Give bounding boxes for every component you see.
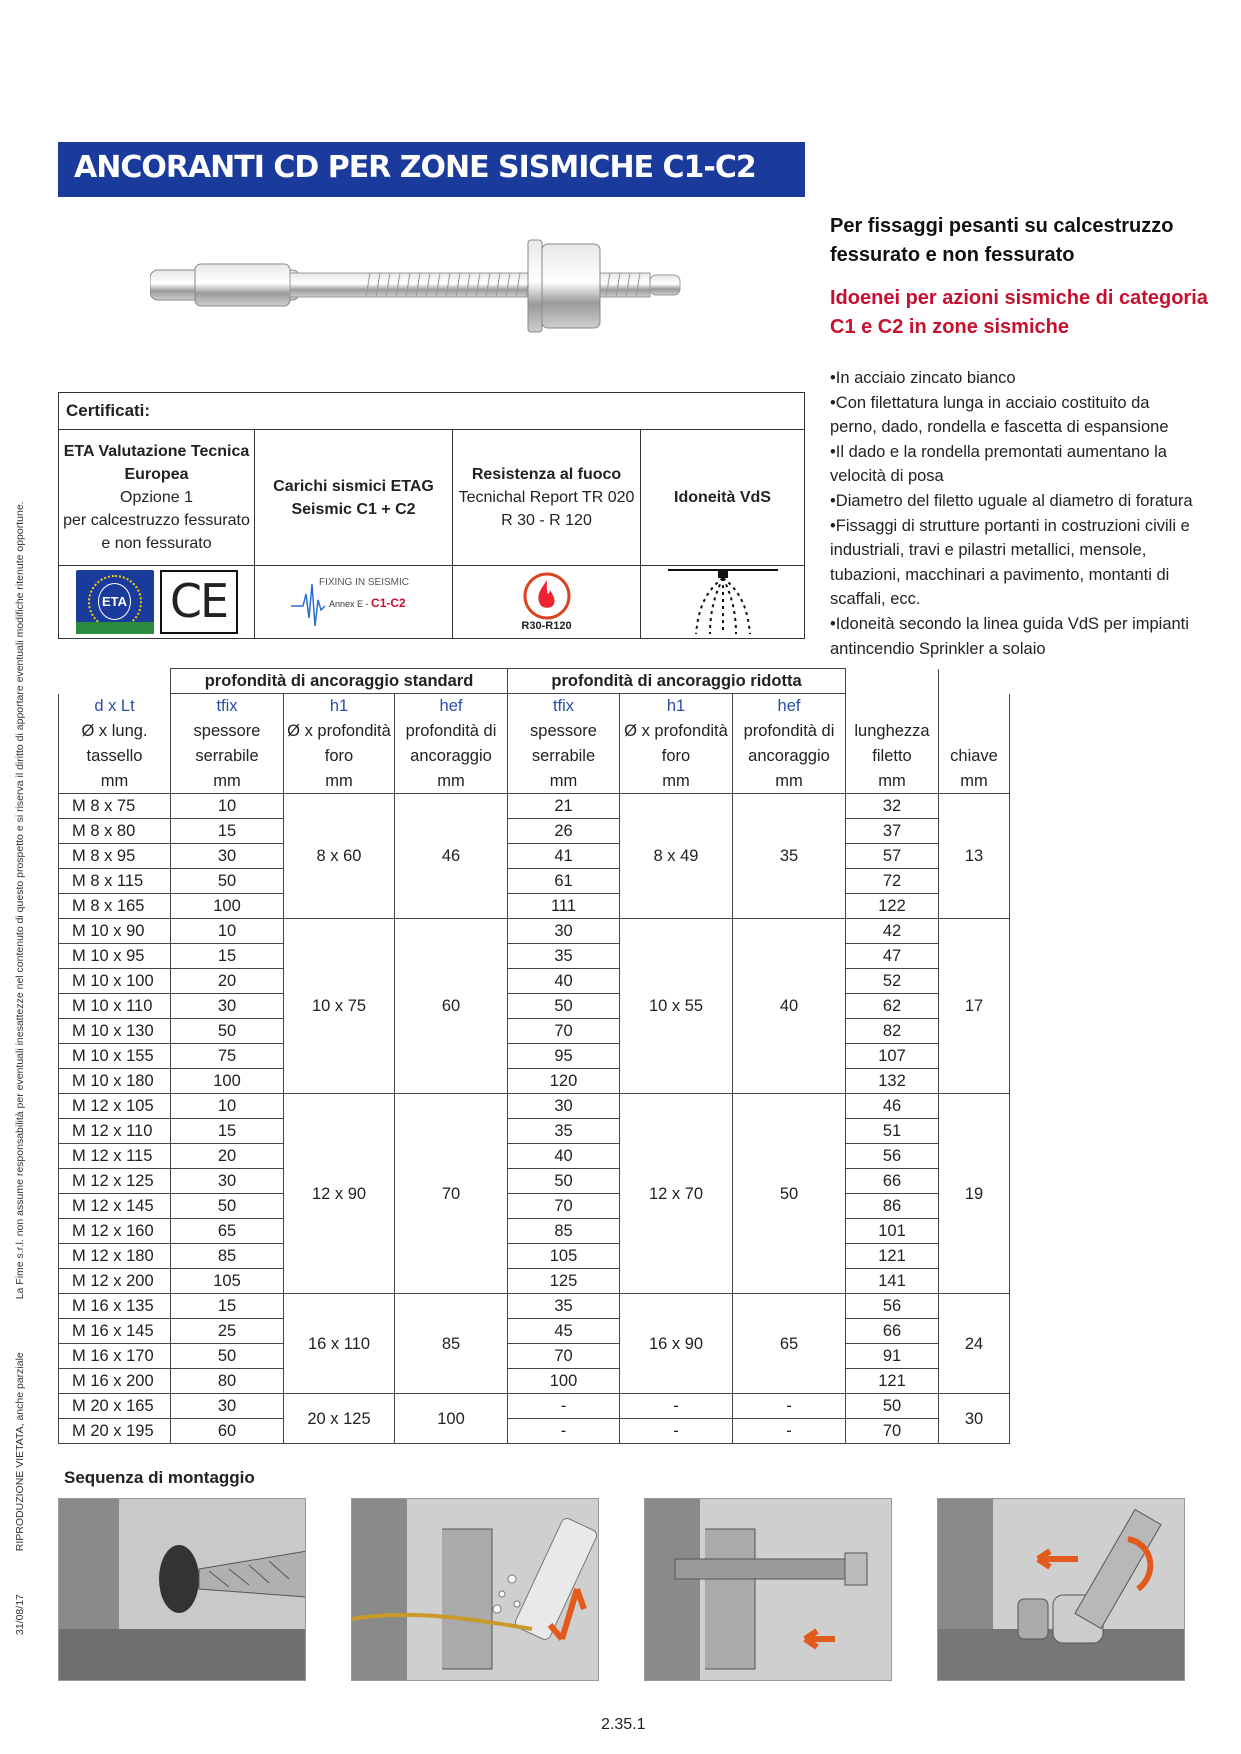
cell-length: 86 — [846, 1194, 939, 1219]
table-row — [59, 1344, 1010, 1369]
seismic-logo-line1: FIXING IN SEISMIC — [319, 577, 410, 588]
cell-tfix-std: 30 — [171, 994, 284, 1019]
table-row — [59, 819, 1010, 844]
cell-hef-std: 85 — [395, 1294, 508, 1394]
cell-tfix-std: 50 — [171, 1019, 284, 1044]
cell-tfix-std: 75 — [171, 1044, 284, 1069]
cell-h1-red: 12 x 70 — [620, 1094, 733, 1294]
cell-size: M 10 x 90 — [59, 919, 171, 944]
cell-length: 101 — [846, 1219, 939, 1244]
cell-tfix-red: 50 — [508, 994, 620, 1019]
cell-size: M 10 x 100 — [59, 969, 171, 994]
cell-size: M 8 x 75 — [59, 794, 171, 819]
header-length: mm — [846, 769, 939, 794]
cert-eta-title: ETA Valutazione Tecnica Europea — [63, 443, 250, 483]
cell-length: 46 — [846, 1094, 939, 1119]
table-row — [59, 1019, 1010, 1044]
header-dxlt: tassello — [59, 744, 171, 769]
cert-seismic — [255, 430, 453, 638]
title-bar — [58, 142, 805, 197]
cell-size: M 12 x 180 — [59, 1244, 171, 1269]
cell-size: M 12 x 160 — [59, 1219, 171, 1244]
cell-tfix-red: 125 — [508, 1269, 620, 1294]
side-note — [14, 445, 38, 1635]
header-h1-std: h1 — [284, 694, 395, 719]
header-hef-red: hef — [733, 694, 846, 719]
feature-list — [830, 366, 1200, 661]
cert-eta — [59, 430, 255, 638]
eta-logo-text: ETA — [98, 583, 131, 620]
cell-length: 91 — [846, 1344, 939, 1369]
seismic-logo-line2: Annex E - — [329, 599, 372, 609]
cert-vds-title: Idoneità VdS — [674, 489, 771, 506]
cell-tfix-red: 30 — [508, 919, 620, 944]
cell-tfix-red: 120 — [508, 1069, 620, 1094]
cell-length: 122 — [846, 894, 939, 919]
cell-size: M 12 x 145 — [59, 1194, 171, 1219]
cell-h1-std: 12 x 90 — [284, 1094, 395, 1294]
cell-length: 37 — [846, 819, 939, 844]
cell-size: M 12 x 115 — [59, 1144, 171, 1169]
cell-tfix-std: 10 — [171, 919, 284, 944]
feature-item: • Fissaggi di strutture portanti in costruzioni civili e industriali, travi e pilastri metallici, mensole, tubazioni, macchinari a pavimento, montanti di scaffali, ecc. — [830, 514, 1200, 612]
header-row — [59, 744, 1010, 769]
table-row — [59, 1069, 1010, 1094]
cell-tfix-std: 10 — [171, 794, 284, 819]
header-hef-std: hef — [395, 694, 508, 719]
table-row — [59, 1244, 1010, 1269]
header-dxlt: d x Lt — [59, 694, 171, 719]
header-row — [59, 719, 1010, 744]
cell-tfix-red: 45 — [508, 1319, 620, 1344]
cell-length: 107 — [846, 1044, 939, 1069]
cell-tfix-std: 15 — [171, 944, 284, 969]
cell-h1-std: 10 x 75 — [284, 919, 395, 1094]
cell-size: M 16 x 170 — [59, 1344, 171, 1369]
header-length: filetto — [846, 744, 939, 769]
seismic-logo-line3: C1-C2 — [371, 596, 406, 610]
table-row — [59, 1094, 1010, 1119]
cell-length: 121 — [846, 1244, 939, 1269]
cell-size: M 10 x 155 — [59, 1044, 171, 1069]
table-row — [59, 944, 1010, 969]
group-reduced-header: profondità di ancoraggio ridotta — [508, 669, 846, 694]
side-note-disclaimer: La Fime s.r.l. non assume responsabilità per eventuali inesattezze nel contenuto di questo prospetto e si riserva il diritto di apportare eventuali modifiche ritenute opportune. — [14, 501, 26, 1300]
side-note-date: 31/08/17 — [14, 1594, 26, 1635]
cell-tfix-std: 15 — [171, 1294, 284, 1319]
cert-vds — [641, 430, 804, 638]
cell-key: 17 — [939, 919, 1010, 1094]
cell-size: M 10 x 180 — [59, 1069, 171, 1094]
header-h1-red: Ø x profondità — [620, 719, 733, 744]
cell-h1-std: 20 x 125 — [284, 1394, 395, 1444]
feature-item: • Il dado e la rondella premontati aumentano la velocità di posa — [830, 440, 1200, 489]
feature-item: • Idoneità secondo la linea guida VdS per impianti antincendio Sprinkler a solaio — [830, 612, 1200, 661]
table-row — [59, 1369, 1010, 1394]
cell-length: 42 — [846, 919, 939, 944]
cert-fire-line2: R 30 - R 120 — [501, 512, 592, 529]
cell-length: 66 — [846, 1319, 939, 1344]
table-row — [59, 919, 1010, 944]
cell-size: M 8 x 80 — [59, 819, 171, 844]
header-h1-std: Ø x profondità — [284, 719, 395, 744]
cell-size: M 10 x 110 — [59, 994, 171, 1019]
header-h1-red: mm — [620, 769, 733, 794]
fire-icon — [522, 572, 572, 620]
cell-length: 62 — [846, 994, 939, 1019]
table-row — [59, 794, 1010, 819]
cell-tfix-std: 25 — [171, 1319, 284, 1344]
cell-length: 52 — [846, 969, 939, 994]
cell-size: M 16 x 135 — [59, 1294, 171, 1319]
cell-length: 141 — [846, 1269, 939, 1294]
header-hef-red: mm — [733, 769, 846, 794]
header-key — [939, 719, 1010, 744]
cell-size: M 16 x 200 — [59, 1369, 171, 1394]
table-row — [59, 1294, 1010, 1319]
cell-key: 13 — [939, 794, 1010, 919]
cell-size: M 8 x 95 — [59, 844, 171, 869]
cell-length: 57 — [846, 844, 939, 869]
cert-seismic-title: Carichi sismici ETAG Seismic C1 + C2 — [273, 477, 434, 518]
table-row — [59, 1219, 1010, 1244]
cell-size: M 10 x 95 — [59, 944, 171, 969]
feature-item: • Diametro del filetto uguale al diametro di foratura — [830, 489, 1200, 514]
header-tfix-std: mm — [171, 769, 284, 794]
header-hef-red: ancoraggio — [733, 744, 846, 769]
header-dxlt: mm — [59, 769, 171, 794]
header-length: lunghezza — [846, 719, 939, 744]
cell-length: 56 — [846, 1294, 939, 1319]
step-tighten-image — [937, 1498, 1185, 1681]
cell-hef-red: 40 — [733, 919, 846, 1094]
cell-hef-std: 60 — [395, 919, 508, 1094]
cell-h1-red: - — [620, 1394, 733, 1419]
cell-h1-red: 10 x 55 — [620, 919, 733, 1094]
cell-h1-red: - — [620, 1419, 733, 1444]
cell-h1-std: 8 x 60 — [284, 794, 395, 919]
cert-eta-line2: per calcestruzzo fessurato e non fessurato — [63, 512, 250, 552]
cell-tfix-red: 35 — [508, 1294, 620, 1319]
group-standard-header: profondità di ancoraggio standard — [171, 669, 508, 694]
cell-size: M 20 x 165 — [59, 1394, 171, 1419]
cell-hef-std: 100 — [395, 1394, 508, 1444]
cell-size: M 12 x 200 — [59, 1269, 171, 1294]
cell-tfix-red: 21 — [508, 794, 620, 819]
cell-tfix-red: 40 — [508, 969, 620, 994]
cell-length: 50 — [846, 1394, 939, 1419]
cell-key: 19 — [939, 1094, 1010, 1294]
cell-h1-red: 8 x 49 — [620, 794, 733, 919]
header-dxlt: Ø x lung. — [59, 719, 171, 744]
cell-tfix-red: 100 — [508, 1369, 620, 1394]
table-row — [59, 1419, 1010, 1444]
ce-logo — [160, 570, 238, 634]
cell-hef-red: 35 — [733, 794, 846, 919]
cell-size: M 8 x 165 — [59, 894, 171, 919]
subtitle: Per fissaggi pesanti su calcestruzzo fessurato e non fessurato — [830, 215, 1174, 266]
table-row — [59, 869, 1010, 894]
cell-tfix-red: - — [508, 1394, 620, 1419]
table-row — [59, 1319, 1010, 1344]
side-note-reproduction: RIPRODUZIONE VIETATA, anche parziale — [14, 1352, 26, 1552]
header-hef-std: profondità di — [395, 719, 508, 744]
sequence-title: Sequenza di montaggio — [64, 1468, 255, 1487]
header-tfix-red: mm — [508, 769, 620, 794]
cell-tfix-red: 61 — [508, 869, 620, 894]
cert-fire-line1: Tecnichal Report TR 020 — [458, 489, 635, 506]
cell-length: 82 — [846, 1019, 939, 1044]
cell-tfix-std: 50 — [171, 869, 284, 894]
cell-tfix-red: 70 — [508, 1344, 620, 1369]
cell-length: 47 — [846, 944, 939, 969]
cell-size: M 8 x 115 — [59, 869, 171, 894]
anchor-table — [58, 668, 1010, 1444]
step-clean-image — [351, 1498, 599, 1681]
header-length — [846, 694, 939, 719]
cell-tfix-red: 105 — [508, 1244, 620, 1269]
cell-tfix-red: 95 — [508, 1044, 620, 1069]
cell-length: 66 — [846, 1169, 939, 1194]
cell-tfix-red: 41 — [508, 844, 620, 869]
cell-size: M 16 x 145 — [59, 1319, 171, 1344]
header-row — [59, 694, 1010, 719]
cell-tfix-red: 30 — [508, 1094, 620, 1119]
cell-tfix-std: 15 — [171, 819, 284, 844]
cell-tfix-std: 15 — [171, 1119, 284, 1144]
cell-tfix-std: 100 — [171, 894, 284, 919]
cell-tfix-std: 20 — [171, 969, 284, 994]
table-row — [59, 994, 1010, 1019]
anchor-bolt-image — [150, 232, 695, 344]
header-tfix-red: spessore — [508, 719, 620, 744]
cell-length: 121 — [846, 1369, 939, 1394]
cell-hef-red: - — [733, 1419, 846, 1444]
fire-logo-text: R30-R120 — [521, 619, 572, 632]
cell-size: M 12 x 125 — [59, 1169, 171, 1194]
cell-key: 30 — [939, 1394, 1010, 1444]
header-tfix-red: tfix — [508, 694, 620, 719]
certificates-box — [58, 392, 805, 639]
cell-tfix-red: 40 — [508, 1144, 620, 1169]
header-row — [59, 769, 1010, 794]
cell-tfix-std: 65 — [171, 1219, 284, 1244]
cell-hef-red: 65 — [733, 1294, 846, 1394]
cell-tfix-red: 70 — [508, 1194, 620, 1219]
header-h1-std: foro — [284, 744, 395, 769]
certificates-heading: Certificati: — [59, 393, 804, 430]
page-title: ANCORANTI CD PER ZONE SISMICHE C1-C2 — [74, 150, 756, 185]
cell-tfix-std: 20 — [171, 1144, 284, 1169]
table-row — [59, 1044, 1010, 1069]
header-key: mm — [939, 769, 1010, 794]
header-tfix-std: tfix — [171, 694, 284, 719]
feature-item: • In acciaio zincato bianco — [830, 366, 1200, 391]
cell-tfix-red: 70 — [508, 1019, 620, 1044]
cell-tfix-red: 35 — [508, 944, 620, 969]
cell-size: M 12 x 110 — [59, 1119, 171, 1144]
cell-tfix-std: 30 — [171, 1394, 284, 1419]
cell-length: 72 — [846, 869, 939, 894]
feature-item: • Con filettatura lunga in acciaio costituito da perno, dado, rondella e fascetta di espansione — [830, 391, 1200, 440]
cell-h1-std: 16 x 110 — [284, 1294, 395, 1394]
header-h1-std: mm — [284, 769, 395, 794]
header-key — [939, 694, 1010, 719]
subtitle-seismic: Idoenei per azioni sismiche di categoria C1 e C2 in zone sismiche — [830, 287, 1208, 338]
cell-tfix-std: 30 — [171, 1169, 284, 1194]
cell-tfix-std: 60 — [171, 1419, 284, 1444]
header-tfix-std: serrabile — [171, 744, 284, 769]
table-row — [59, 1269, 1010, 1294]
cell-tfix-std: 50 — [171, 1344, 284, 1369]
cell-length: 70 — [846, 1419, 939, 1444]
cell-tfix-std: 105 — [171, 1269, 284, 1294]
cell-tfix-red: 50 — [508, 1169, 620, 1194]
cell-length: 56 — [846, 1144, 939, 1169]
page-number: 2.35.1 — [601, 1716, 646, 1733]
table-row — [59, 844, 1010, 869]
header-hef-std: mm — [395, 769, 508, 794]
cell-hef-std: 70 — [395, 1094, 508, 1294]
cell-tfix-red: 35 — [508, 1119, 620, 1144]
ce-mark: CE — [169, 574, 228, 628]
header-key: chiave — [939, 744, 1010, 769]
cell-tfix-red: 26 — [508, 819, 620, 844]
cell-tfix-std: 10 — [171, 1094, 284, 1119]
cert-fire — [453, 430, 641, 638]
cell-key: 24 — [939, 1294, 1010, 1394]
header-hef-std: ancoraggio — [395, 744, 508, 769]
cell-hef-red: 50 — [733, 1094, 846, 1294]
cell-size: M 10 x 130 — [59, 1019, 171, 1044]
sprinkler-icon — [641, 566, 804, 637]
table-row — [59, 1394, 1010, 1419]
cert-eta-line1: Opzione 1 — [120, 489, 193, 506]
cell-length: 132 — [846, 1069, 939, 1094]
step-insert-image — [644, 1498, 892, 1681]
cell-tfix-red: 85 — [508, 1219, 620, 1244]
cell-size: M 12 x 105 — [59, 1094, 171, 1119]
cell-tfix-std: 50 — [171, 1194, 284, 1219]
table-row — [59, 1144, 1010, 1169]
cell-hef-std: 46 — [395, 794, 508, 919]
cert-fire-title: Resistenza al fuoco — [471, 466, 622, 483]
header-h1-red: foro — [620, 744, 733, 769]
cell-tfix-std: 80 — [171, 1369, 284, 1394]
cell-tfix-std: 30 — [171, 844, 284, 869]
table-row — [59, 1194, 1010, 1219]
cell-hef-red: - — [733, 1394, 846, 1419]
eta-logo — [76, 570, 154, 634]
cell-tfix-std: 85 — [171, 1244, 284, 1269]
cell-tfix-red: - — [508, 1419, 620, 1444]
header-tfix-std: spessore — [171, 719, 284, 744]
header-h1-red: h1 — [620, 694, 733, 719]
cell-length: 51 — [846, 1119, 939, 1144]
header-hef-red: profondità di — [733, 719, 846, 744]
cell-tfix-std: 100 — [171, 1069, 284, 1094]
cell-h1-red: 16 x 90 — [620, 1294, 733, 1394]
header-tfix-red: serrabile — [508, 744, 620, 769]
cell-size: M 20 x 195 — [59, 1419, 171, 1444]
cell-length: 32 — [846, 794, 939, 819]
cell-tfix-red: 111 — [508, 894, 620, 919]
table-row — [59, 969, 1010, 994]
step-drill-image — [58, 1498, 306, 1681]
table-row — [59, 1119, 1010, 1144]
table-row — [59, 1169, 1010, 1194]
table-row — [59, 894, 1010, 919]
